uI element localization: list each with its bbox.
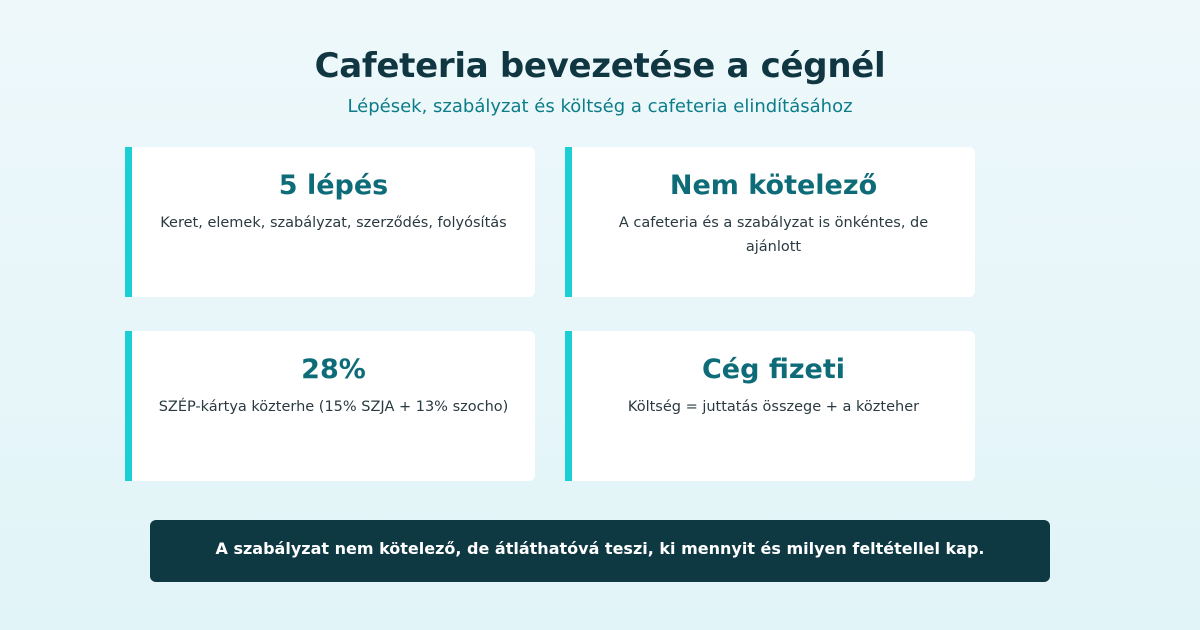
card-company-pays [565, 331, 975, 481]
page-title: Cafeteria bevezetése a cégnél [314, 46, 886, 86]
page-subtitle: Lépések, szabályzat és költség a cafeteria elindításához [347, 96, 853, 117]
summary-text: A szabályzat nem kötelező, de átláthatóvá teszi, ki mennyit és milyen feltétellel kap. [215, 538, 985, 558]
card-headline: Cég fizeti [701, 354, 846, 385]
card-headline: Nem kötelező [669, 170, 878, 201]
card-text: Költség = juttatás összege + a közteher [627, 399, 920, 415]
card-tax-rate [125, 331, 535, 481]
card-text: A cafeteria és a szabályzat is önkéntes, de ajánlott [618, 215, 929, 255]
card-headline: 28% [301, 354, 366, 385]
card-text: Keret, elemek, szabályzat, szerződés, folyósítás [160, 215, 507, 231]
card-grid [125, 147, 975, 481]
card-text: SZÉP-kártya közterhe (15% SZJA + 13% szocho) [158, 399, 509, 415]
summary-banner [150, 520, 1050, 582]
card-headline: 5 lépés [278, 170, 389, 201]
card-steps [125, 147, 535, 297]
card-optional [565, 147, 975, 297]
